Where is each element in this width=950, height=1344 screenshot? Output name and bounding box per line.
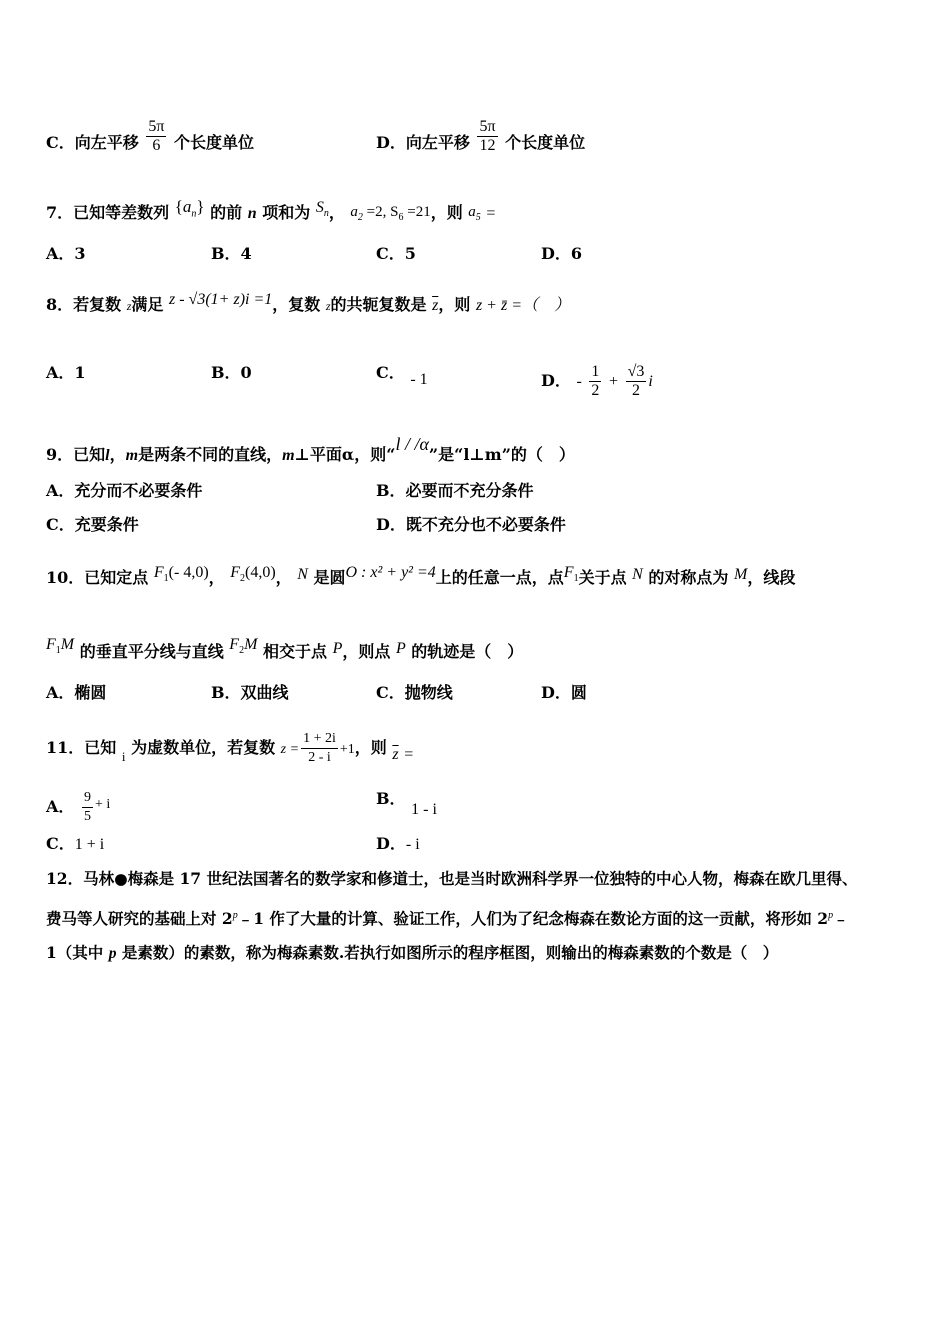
q9-option-a: A．充分而不必要条件 [46, 481, 203, 500]
q11-option-b: B． 1 - i [376, 789, 437, 818]
question-9: 9．已知l，m是两条不同的直线，m⊥平面α，则“l / /α”是“l⊥m”的（ ） [46, 434, 575, 464]
q9-option-d: D．既不充分也不必要条件 [376, 515, 566, 534]
question-12-line-3: 1（其中 p 是素数）的素数，称为梅森素数.若执行如图所示的程序框图，则输出的梅森素数的个数是（ ） [46, 943, 779, 962]
q6-option-c: C．向左平移 $\frac{5\pi}{6}$ 个长度单位 [46, 118, 255, 154]
q10-option-d: D．圆 [541, 683, 587, 702]
q7-option-a: A．3 [46, 244, 86, 263]
question-11: 11．已知 $_i$ 为虚数单位，若复数 z = $\frac{1 + 2i}{2 - i}$ +1，则 $\overline{z}$ = [46, 731, 414, 765]
q11-option-d: D．- i [376, 834, 420, 853]
question-7: 7．已知等差数列 $\{a_n\}$ 的前 n 项和为 $S_n$， $a_2 =2$, $S_6 =21$，则 $a_5$ = [46, 197, 496, 223]
q7-option-c: C．5 [376, 244, 416, 263]
q8-option-c: C． - 1 [376, 363, 428, 388]
q10-option-b: B．双曲线 [211, 683, 289, 702]
q8-option-a: A．1 [46, 363, 86, 382]
q9-option-b: B．必要而不充分条件 [376, 481, 534, 500]
q8-option-b: B．0 [211, 363, 252, 382]
q8-option-d: D． - $\frac{1}{2}$ + $\frac{√3}{2}$ i [541, 363, 653, 399]
q11-option-a: A． $\frac{9}{5}$ + i [46, 790, 111, 824]
question-8: 8．若复数 z满足 z - √3(1+ z)i =1，复数 z的共轭复数是 $\overline{z}$，则 z + z̄ =（ ） [46, 291, 571, 314]
q9-option-c: C．充要条件 [46, 515, 139, 534]
q10-option-a: A．椭圆 [46, 683, 107, 702]
question-12-line-2: 费马等人研究的基础上对 2$^p$﹣1 作了大量的计算、验证工作，人们为了纪念梅森在数论方面的这一贡献，将形如 2$^p$﹣ [46, 909, 849, 929]
q7-option-b: B．4 [211, 244, 252, 263]
question-10-line-2: $F_1M$ 的垂直平分线与直线 $F_2M$ 相交于点 P，则点 P 的轨迹是（ ） [46, 636, 524, 661]
q6-option-d: D．向左平移 $\frac{5\pi}{12}$ 个长度单位 [376, 118, 586, 154]
q7-option-d: D．6 [541, 244, 583, 263]
q11-option-c: C．1 + i [46, 834, 105, 853]
question-10: 10．已知定点 $F_1(-$ 4,0)， $F_2(4,0)$， N 是圆O : x² + y² =4上的任意一点，点$F_1$关于点 N 的对称点为 M，线段 [46, 564, 796, 587]
q10-option-c: C．抛物线 [376, 683, 453, 702]
question-12-line-1: 12．马林●梅森是 17 世纪法国著名的数学家和修道士，也是当时欧洲科学界一位独特的中心人物，梅森在欧几里得、 [46, 869, 858, 888]
